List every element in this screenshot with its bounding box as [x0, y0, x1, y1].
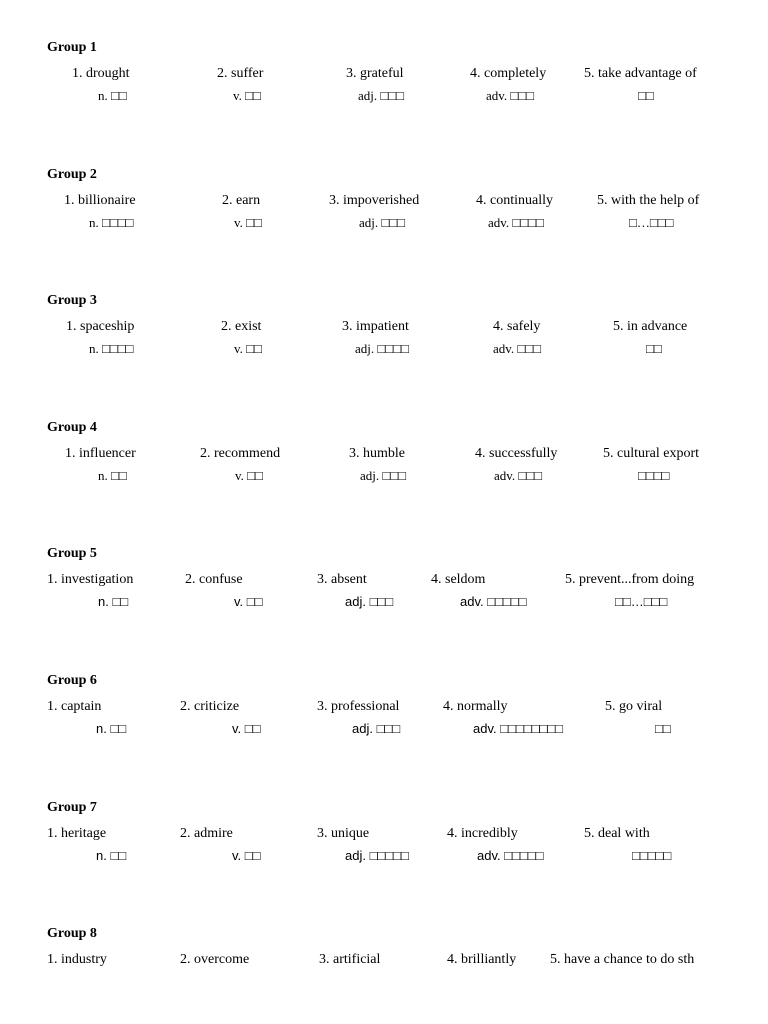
vocab-gloss: □□□□□ — [632, 848, 672, 863]
group-title: Group 8 — [47, 926, 97, 941]
vocab-gloss: □□ — [655, 721, 671, 736]
vocab-word: 5. take advantage of — [584, 66, 697, 81]
vocab-word: 1. heritage — [47, 826, 107, 841]
vocab-gloss: n. □□ — [98, 88, 127, 103]
vocab-word: 3. humble — [349, 446, 405, 461]
vocab-gloss: v. □□ — [235, 468, 263, 483]
vocab-word: 2. confuse — [185, 572, 243, 587]
vocab-word: 3. unique — [317, 826, 370, 841]
vocab-gloss: □□ — [638, 88, 654, 103]
vocab-word: 4. safely — [493, 319, 541, 334]
vocab-word: 5. with the help of — [597, 193, 700, 208]
vocab-gloss: v. □□ — [234, 215, 262, 230]
vocab-gloss: adv. □□□□□ — [477, 848, 544, 863]
vocab-gloss: □□…□□□ — [615, 594, 668, 609]
vocab-gloss: adv. □□□□□ — [460, 594, 527, 609]
vocab-word: 4. continually — [476, 193, 553, 208]
vocab-gloss: v. □□ — [234, 594, 263, 609]
vocab-word: 4. successfully — [475, 446, 558, 461]
vocab-gloss: adv. □□□□ — [488, 215, 544, 230]
vocab-word: 2. suffer — [217, 66, 264, 81]
vocab-word: 2. overcome — [180, 952, 250, 967]
vocab-gloss: □…□□□ — [629, 215, 674, 230]
vocab-word: 3. grateful — [346, 66, 404, 81]
vocab-word: 1. drought — [72, 66, 130, 81]
vocab-gloss: n. □□□□ — [89, 341, 134, 356]
group-title: Group 4 — [47, 420, 97, 435]
vocab-word: 5. go viral — [605, 699, 663, 714]
vocab-word: 5. in advance — [613, 319, 688, 334]
vocab-gloss: v. □□ — [232, 848, 261, 863]
vocab-gloss: adv. □□□□□□□□ — [473, 721, 564, 736]
group-title: Group 5 — [47, 546, 97, 561]
vocab-gloss: n. □□ — [96, 848, 127, 863]
vocab-word: 5. deal with — [584, 826, 650, 841]
vocab-word: 4. seldom — [431, 572, 486, 587]
vocab-gloss: adv. □□□ — [493, 341, 541, 356]
vocab-gloss: □□ — [646, 341, 662, 356]
vocab-word: 4. completely — [470, 66, 547, 81]
vocab-gloss: adj. □□□ — [358, 88, 404, 103]
vocab-word: 2. admire — [180, 826, 233, 841]
vocab-gloss: adj. □□□ — [360, 468, 406, 483]
vocab-gloss: n. □□ — [96, 721, 127, 736]
vocab-gloss: adj. □□□ — [359, 215, 405, 230]
vocab-word: 3. impoverished — [329, 193, 420, 208]
vocab-gloss: adj. □□□ — [345, 594, 394, 609]
vocab-gloss: adv. □□□ — [494, 468, 542, 483]
vocab-word: 5. have a chance to do sth — [550, 952, 695, 967]
vocab-word: 2. exist — [221, 319, 262, 334]
vocab-word: 1. billionaire — [64, 193, 136, 208]
group-title: Group 2 — [47, 167, 97, 182]
vocab-gloss: n. □□□□ — [89, 215, 134, 230]
vocab-word: 3. impatient — [342, 319, 409, 334]
vocab-gloss: n. □□ — [98, 594, 129, 609]
vocab-gloss: adj. □□□□□ — [345, 848, 409, 863]
vocab-gloss: adj. □□□□ — [355, 341, 409, 356]
group-title: Group 7 — [47, 800, 97, 815]
vocab-gloss: adv. □□□ — [486, 88, 534, 103]
vocab-word: 1. industry — [47, 952, 107, 967]
vocab-gloss: n. □□ — [98, 468, 127, 483]
vocab-gloss: □□□□ — [638, 468, 670, 483]
group-title: Group 1 — [47, 40, 97, 55]
vocab-word: 2. earn — [222, 193, 261, 208]
vocab-word: 2. recommend — [200, 446, 281, 461]
vocab-gloss: v. □□ — [233, 88, 261, 103]
vocab-word: 4. incredibly — [447, 826, 518, 841]
vocab-gloss: adj. □□□ — [352, 721, 401, 736]
vocab-gloss: v. □□ — [234, 341, 262, 356]
vocab-word: 4. brilliantly — [447, 952, 517, 967]
vocab-word: 3. professional — [317, 699, 400, 714]
vocab-word: 5. cultural export — [603, 446, 700, 461]
vocab-word: 3. artificial — [319, 952, 381, 967]
vocab-word: 1. investigation — [47, 572, 134, 587]
vocab-word: 1. captain — [47, 699, 102, 714]
vocab-word: 1. influencer — [65, 446, 136, 461]
vocab-word: 1. spaceship — [66, 319, 135, 334]
vocab-word: 4. normally — [443, 699, 508, 714]
vocab-word: 5. prevent...from doing — [565, 572, 695, 587]
vocab-gloss: v. □□ — [232, 721, 261, 736]
vocab-word: 3. absent — [317, 572, 367, 587]
group-title: Group 6 — [47, 673, 97, 688]
vocab-word: 2. criticize — [180, 699, 240, 714]
group-title: Group 3 — [47, 293, 97, 308]
